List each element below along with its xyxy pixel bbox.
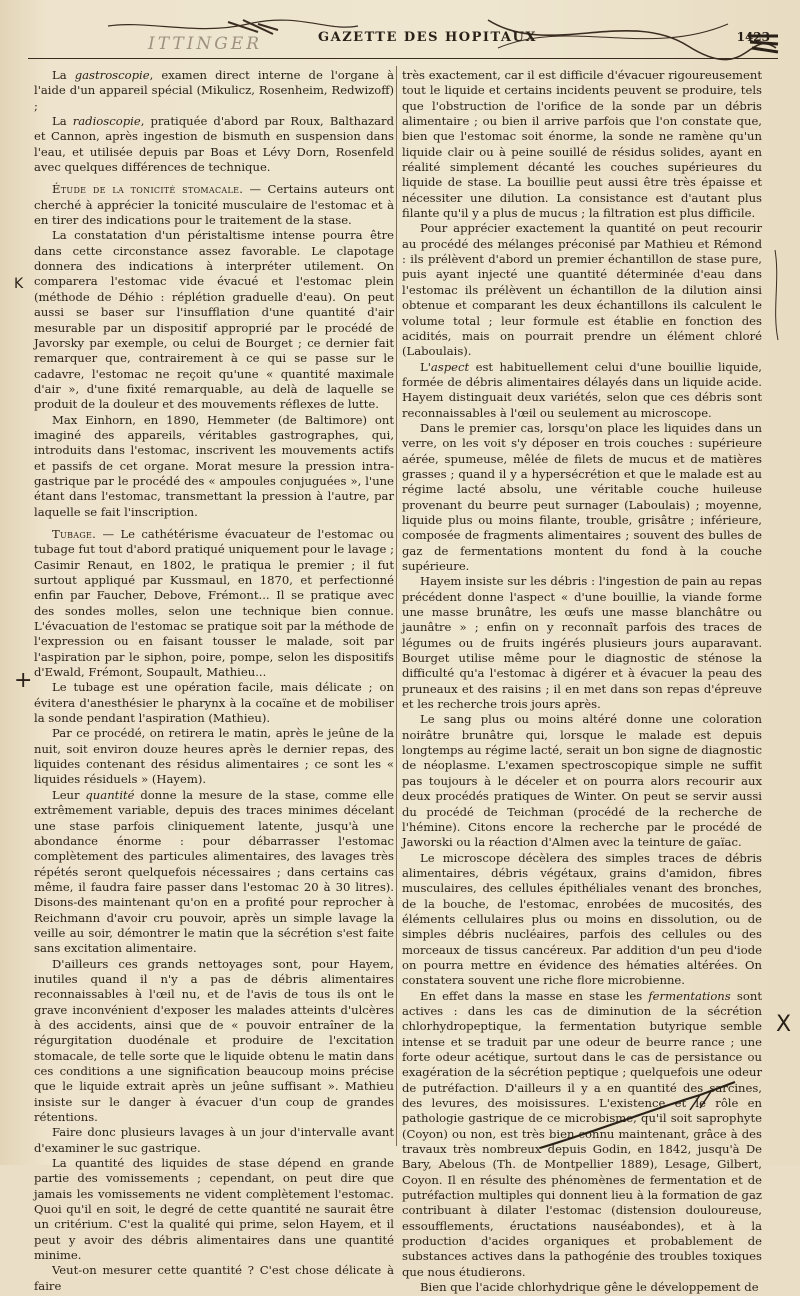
handwritten-annotation: ITTINGER xyxy=(148,34,263,54)
margin-mark-x: X xyxy=(776,1012,792,1037)
column-divider xyxy=(396,66,397,1146)
paragraph: Le microscope décèlera des simples traces de débris alimentaires, débris végétaux, grains d'amidon, fibres musculaires, des cellules épithéliales venant des bronches, de la bouche, de l'estomac, enrobées de mucosités, des éléments cellulaires plus ou moins en dissolution, ou de simples débris nucléaires, parfois des cellules ou des morceaux de tissus cancéreux. Par addition d'un peu d'iode on pourra mettre en évidence des hématies altérées. On constatera souvent une riche flore microbienne. xyxy=(402,850,762,988)
newspaper-title: GAZETTE DES HOPITAUX xyxy=(318,30,537,45)
paragraph: La gastroscopie, examen direct interne de l'organe à l'aide d'un appareil spécial (Mikulicz, Rosenheim, Redwizoff) ; xyxy=(34,68,394,113)
paragraph: Le sang plus ou moins altéré donne une coloration noirâtre brunâtre qui, lorsque le malade est depuis longtemps au régime lacté, serait un bon signe de diagnostic de néoplasme. L'examen spectroscopique simple ne suffit pas toujours à le déceler et on pourra alors recourir aux deux procédés pratiques de Winter. On peut se servir aussi du procédé de Teichman (procédé de la recherche de l'hémine). Citons encore la recherche par le procédé de Jaworski ou la réaction d'Almen avec la teinture de gaïac. xyxy=(402,712,762,850)
paragraph: Étude de la tonicité stomacale. — Certains auteurs ont cherché à apprécier la tonicité musculaire de l'estomac et à en tirer des indications pour le traitement de la stase. xyxy=(34,182,394,228)
paragraph: Par ce procédé, on retirera le matin, après le jeûne de la nuit, soit environ douze heures après le dernier repas, des liquides contenant des résidus alimentaires ; ce sont les « liquides résiduels » (Hayem). xyxy=(34,726,394,787)
page-number: 1423 xyxy=(736,30,770,44)
paragraph: Max Einhorn, en 1890, Hemmeter (de Baltimore) ont imaginé des appareils, véritables gastrographes, qui, introduits dans l'estomac, inscrivent les mouvements actifs et passifs de cet organe. Morat mesure la pression intra-gastrique par le procédé des « ampoules conjuguées », l'une étant dans l'estomac, transmettant la pression à l'autre, par laquelle se fait l'inscription. xyxy=(34,412,394,519)
page-header xyxy=(28,18,778,59)
paragraph: Tubage. — Le cathétérisme évacuateur de l'estomac ou tubage fut tout d'abord pratiqué uniquement pour le lavage ; Casimir Renaut, en 1802, le pratiqua le premier ; il fut surtout appliqué par Kussmaul, en 1870, et perfectionné enfin par Faucher, Debove, Frémont... Il se pratique avec des sondes molles, selon une technique bien connue. L'évacuation de l'estomac se pratique soit par la méthode de l'expression ou en faisant tousser le malade, soit par l'aspiration par le siphon, poire, pompe, selon les dispositifs d'Ewald, Frémont, Soupault, Mathieu... xyxy=(34,526,394,680)
paragraph: Dans le premier cas, lorsqu'on place les liquides dans un verre, on les voit s'y déposer en trois couches : supérieure aérée, spumeuse, mêlée de filets de mucus et de matières grasses ; quand il y a hypersécrétion et que le malade est au régime lacté absolu, une véritable couche huileuse provenant du beurre peut surnager (Laboulais) ; moyenne, liquide plus ou moins filante, trouble, grisâtre ; inférieure, composée de fragments alimentaires ; souvent des bulles de gaz de fermentations montent du fond à la couche supérieure. xyxy=(402,420,762,573)
paragraph: Bien que l'acide chlorhydrique gêne le développement de xyxy=(420,1280,759,1295)
paragraph: D'ailleurs ces grands nettoyages sont, pour Hayem, inutiles quand il n'y a pas de débris alimentaires reconnaissables à l'œil nu, et de l'avis de tous ils ont le grave inconvénient d'exposer les malades atteints d'ulcères à des accidents, ainsi que de « pouvoir entraîner de la régurgitation duodénale et produire de l'excitation stomacale, de telle sorte que le liquide obtenu le matin dans ces conditions a une signification beaucoup moins précise que le liquide extrait après un jeûne suffisant ». Mathieu insiste sur le danger à évacuer d'un coup de grandes rétentions. xyxy=(34,956,394,1125)
paragraph: L'aspect est habituellement celui d'une bouillie liquide, formée de débris alimentaires délayés dans un liquide acide. Hayem distinguait deux variétés, selon que ces débris sont reconnaissables à l'œil ou seulement au microscope. xyxy=(402,359,762,420)
paragraph: Leur quantité donne la mesure de la stase, comme elle extrêmement variable, depuis des traces minimes décelant une stase parfois cliniquement latente, jusqu'à une abondance énorme : pour débarrasser l'estomac complètement des particules alimentaires, des lavages très répétés seront quelquefois nécessaires ; dans certains cas même, il faudra faire passer dans l'estomac 20 à 30 litres). Disons-des maintenant qu'on en a profité pour reprocher à Reichmann d'avoir cru pouvoir, après un simple lavage la veille au soir, démontrer le matin que la sécrétion s'est faite sans excitation alimentaire. xyxy=(34,787,394,956)
margin-mark-plus: + xyxy=(14,668,33,693)
paragraph: En effet dans la masse en stase les fermentations sont actives : dans les cas de diminution de la sécrétion chlorhydropeptique, la fermentation butyrique semble intense et se traduit par une odeur de beurre rance ; une forte odeur acétique, surtout dans le cas de persistance ou exagération de la sécrétion peptique ; quelquefois une odeur de putréfaction. D'ailleurs il y a en quantité des sarcines, des levures, des moisissures. L'existence et le rôle en pathologie gastrique de ce microbisme, qu'il soit saprophyte (Coyon) ou non, est très bien connu maintenant, grâce à des travaux très nombreux depuis Godin, en 1842, jusqu'à De Bary, Abelous (Th. de Montpellier 1889), Lesage, Gilbert, Coyon. Il en résulte des phénomènes de fermentation et de putréfaction multiples qui donnent lieu à la formation de gaz contribuant à dilater l'estomac (distension douloureuse, essoufflements, éructations nauséabondes), et à la production d'acides organiques et probablement de substances actives dans la pathogénie des troubles toxiques que nous étudierons. xyxy=(402,988,762,1279)
margin-mark-k: K xyxy=(14,276,24,292)
paragraph: La quantité des liquides de stase dépend en grande partie des vomissements ; cependant, on peut dire que jamais les vomissements ne vident complètement l'estomac. Quoi qu'il en soit, le degré de cette quantité ne saurait être un critérium. C'est la qualité qui prime, selon Hayem, et il peut y avoir des débris alimentaires dans une quantité minime. xyxy=(34,1156,394,1263)
left-column xyxy=(34,68,394,1293)
paragraph: Hayem insiste sur les débris : l'ingestion de pain au repas précédent donne l'aspect « d'une bouillie, la viande forme une masse brunâtre, les œufs une masse blanchâtre ou jaunâtre » ; enfin on y reconnaît parfois des traces de légumes ou de fruits ingérés plusieurs jours auparavant. Bourget utilise même pour le diagnostic de sténose la difficulté qu'a l'estomac à digérer et à évacuer la peau des pruneaux et des raisins ; il en met dans son repas d'épreuve et les recherche trois jours après. xyxy=(402,574,762,712)
paragraph: La constatation d'un péristaltisme intense pourra être dans cette circonstance assez favorable. Le clapotage donnera des indications à interpréter utilement. On comparera l'estomac vide évacué et l'estomac plein (méthode de Déhio : réplétion graduelle d'eau). On peut aussi se baser sur l'insufflation d'une quantité d'air mesurable par un dispositif approprié par le procédé de Javorsky par exemple, ou celui de Bourget ; ce dernier fait remarquer que, contrairement à ce qui se passe sur le cadavre, l'estomac ne reçoit qu'une « quantité maximale d'air », d'une fixité remarquable, au delà de laquelle se produit de la douleur et des mouvements réflexes de lutte. xyxy=(34,228,394,412)
paragraph: très exactement, car il est difficile d'évacuer rigoureusement tout le liquide et certains incidents peuvent se produire, tels que l'obstruction de l'orifice de la sonde par un débris alimentaire ; ou bien il arrive parfois que l'on constate que, bien que l'estomac soit énorme, la sonde ne ramène qu'un liquide clair ou à peine souillé de résidus solides, ayant en réalité simplement décanté les couches supérieures du liquide de stase. La bouillie peut aussi être très épaisse et nécessiter une dilution. La consistance est d'autant plus filante qu'il y a plus de mucus ; la filtration est plus difficile. xyxy=(402,68,762,221)
paragraph: La radioscopie, pratiquée d'abord par Roux, Balthazard et Cannon, après ingestion de bismuth en suspension dans l'eau, et utilisée depuis par Boas et Lévy Dorn, Rosenfeld avec quelques différences de technique. xyxy=(34,114,394,175)
right-column xyxy=(402,68,762,1295)
paragraph: Faire donc plusieurs lavages à un jour d'intervalle avant d'examiner le suc gastrique. xyxy=(34,1125,394,1155)
paragraph: Le tubage est une opération facile, mais délicate ; on évitera d'anesthésier le pharynx à la cocaïne et de mobiliser la sonde pendant l'aspiration (Mathieu). xyxy=(34,680,394,726)
paragraph: Pour apprécier exactement la quantité on peut recourir au procédé des mélanges préconisé par Mathieu et Rémond : ils prélèvent d'abord un premier échantillon de stase pure, puis ayant injecté une quantité déterminée d'eau dans l'estomac ils prélèvent un échantillon de la dilution ainsi obtenue et comparant les deux échantillons ils calculent le volume total ; leur formule est établie en fonction des acidités, mais on pourrait prendre un élément chloré (Laboulais). xyxy=(402,221,762,359)
paragraph: Veut-on mesurer cette quantité ? C'est chose délicate à faire xyxy=(34,1263,394,1293)
